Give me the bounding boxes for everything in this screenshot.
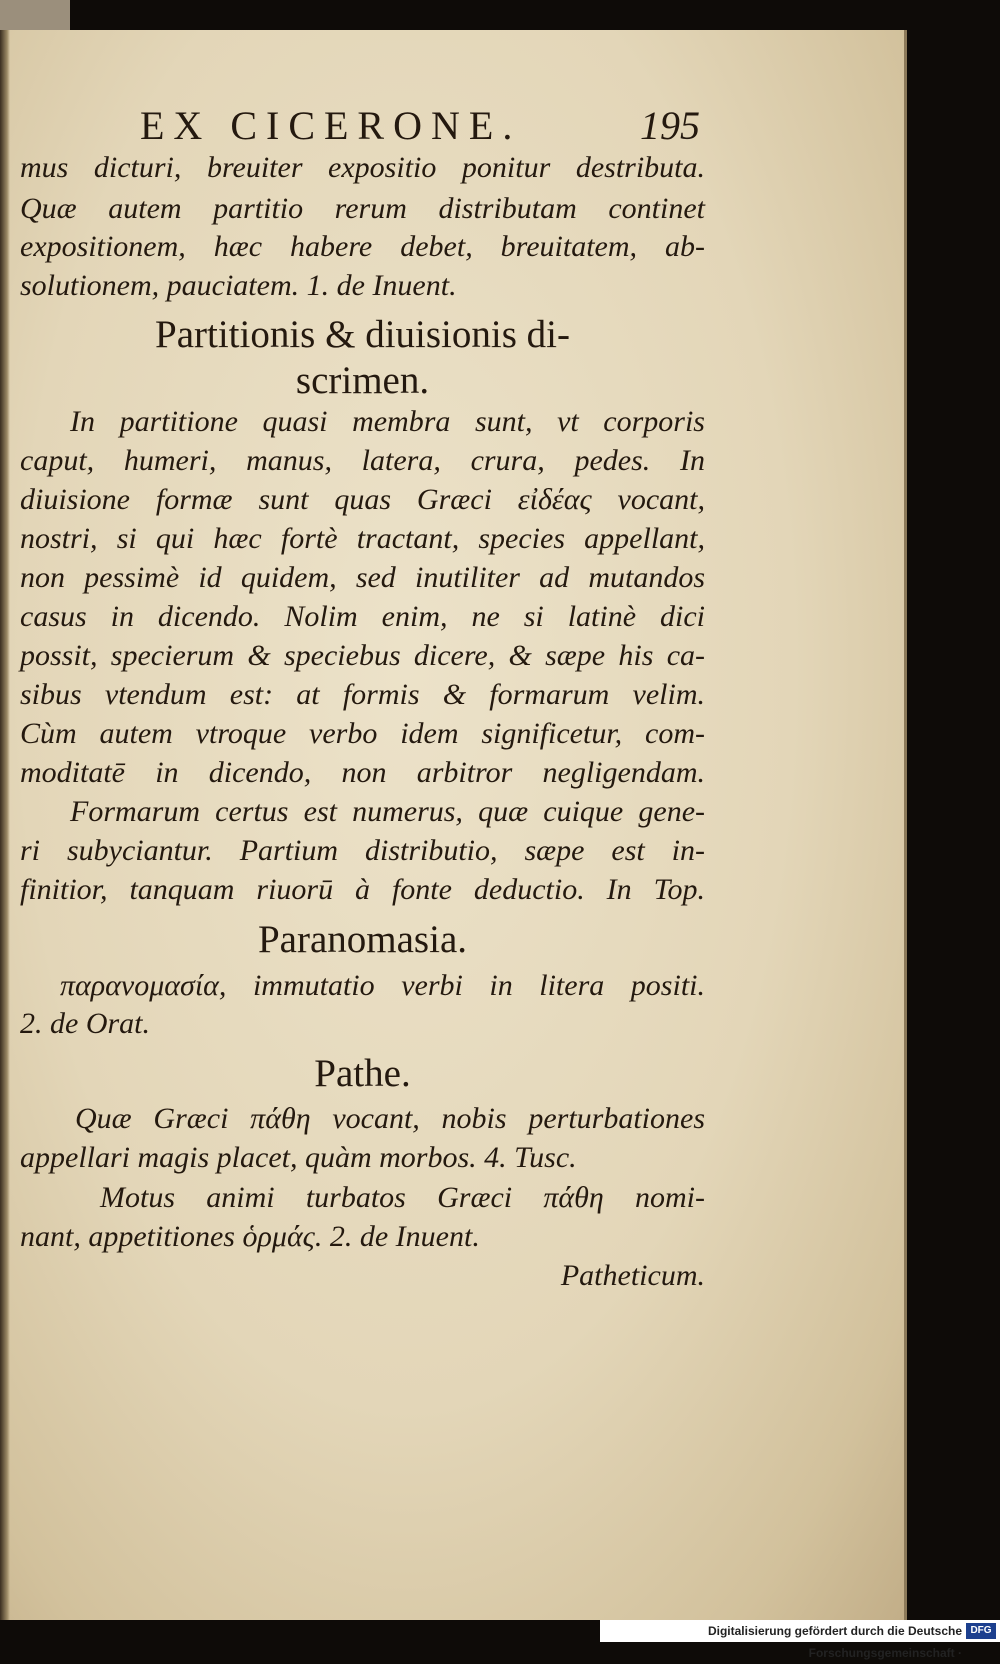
credit-text: Digitalisierung gefördert durch die Deutsche Forschungsgemeinschaft · <box>707 1624 962 1660</box>
text-line: possit, specierum & speciebus dicere, & sæpe his ca- <box>20 639 705 672</box>
text-line: Cùm autem vtroque verbo idem significetur, com- <box>20 717 705 750</box>
text-line: 2. de Orat. <box>20 1007 150 1040</box>
text-line: nant, appetitiones ὁρμάς. 2. de Inuent. <box>20 1220 480 1253</box>
page-header <box>140 102 700 152</box>
catchword: Patheticum. <box>560 1259 705 1292</box>
section-heading: Partitionis & diuisionis di- <box>155 313 570 356</box>
text-line: Quæ autem partitio rerum distributam continet <box>20 192 705 225</box>
running-title: EX CICERONE. <box>140 103 522 148</box>
text-line: caput, humeri, manus, latera, crura, pedes. In <box>20 444 705 477</box>
text-line: solutionem, pauciatem. 1. de Inuent. <box>20 269 457 302</box>
text-line: ri subyciantur. Partium distributio, sæpe est in- <box>20 834 705 867</box>
section-heading: Paranomasia. <box>257 918 467 961</box>
text-line: Quæ Græci πάθη vocant, nobis perturbationes <box>75 1102 705 1135</box>
text-line: finitior, tanquam riuorū à fonte deductio. In Top. <box>20 873 705 906</box>
text-line: mus dicturi, breuiter expositio ponitur destributa. <box>20 151 705 184</box>
text-line: expositionem, hæc habere debet, breuitatem, ab- <box>20 230 705 263</box>
text-line: diuisione formæ sunt quas Græci εἰδέας vocant, <box>20 483 705 516</box>
page-number: 195 <box>640 103 700 148</box>
text-line: Motus animi turbatos Græci πάθη nomi- <box>100 1181 705 1214</box>
page-gutter-shadow <box>0 30 10 1620</box>
dfg-logo: DFG <box>966 1623 996 1639</box>
text-line: moditatē in dicendo, non arbitror negligendam. <box>20 756 705 789</box>
text-line: Formarum certus est numerus, quæ cuique gene- <box>70 795 705 828</box>
book-spine-corner <box>0 0 70 30</box>
section-heading: scrimen. <box>295 359 430 402</box>
text-line: appellari magis placet, quàm morbos. 4. Tusc. <box>20 1141 577 1174</box>
text-line: casus in dicendo. Nolim enim, ne si latinè dici <box>20 600 705 633</box>
section-heading: Pathe. <box>314 1052 411 1095</box>
text-line: παρανομασία, immutatio verbi in litera positi. <box>60 969 705 1002</box>
digitization-credit <box>600 1620 1000 1660</box>
text-line: nostri, si qui hæc fortè tractant, species appellant, <box>20 522 705 555</box>
text-line: sibus vtendum est: at formis & formarum velim. <box>20 678 705 711</box>
text-line: In partitione quasi membra sunt, vt corporis <box>70 405 705 438</box>
text-line: non pessimè id quidem, sed inutiliter ad mutandos <box>20 561 705 594</box>
